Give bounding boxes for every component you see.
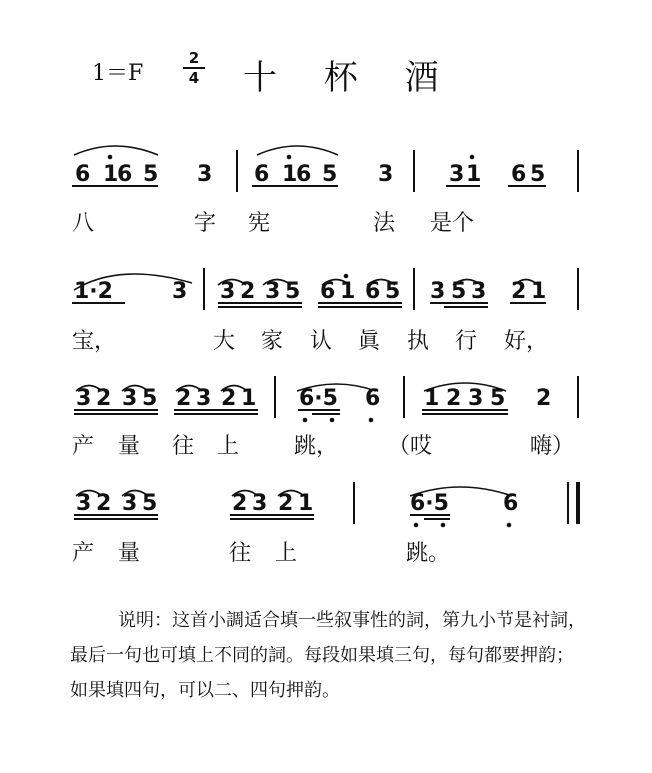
note: 6 bbox=[296, 162, 312, 187]
note: 5 bbox=[285, 279, 301, 304]
note: 1 bbox=[103, 162, 119, 187]
note: 3 bbox=[122, 386, 138, 411]
slur bbox=[74, 146, 158, 155]
note: 3 bbox=[468, 386, 484, 411]
note: 5 bbox=[143, 162, 159, 187]
note: 2 bbox=[240, 279, 256, 304]
note: 6 bbox=[503, 491, 519, 516]
note: 3 bbox=[220, 279, 236, 304]
lyric: 量 bbox=[118, 434, 141, 459]
note: 5 bbox=[530, 162, 546, 187]
note: 5 bbox=[322, 162, 338, 187]
note: 3 bbox=[196, 386, 212, 411]
note: 3 bbox=[252, 491, 268, 516]
note: 3 bbox=[378, 162, 394, 187]
note: 1 bbox=[531, 279, 547, 304]
lyric: 上 bbox=[217, 434, 240, 459]
lyric: 八 bbox=[72, 211, 95, 236]
octave-dot bbox=[369, 418, 374, 423]
octave-dot bbox=[414, 523, 419, 528]
note: 6 bbox=[511, 162, 527, 187]
note: 3 bbox=[172, 279, 188, 304]
octave-dot bbox=[344, 274, 349, 279]
note: 1·2 bbox=[74, 279, 113, 304]
note: 3 bbox=[122, 491, 138, 516]
lyric: 行 bbox=[455, 329, 478, 354]
octave-dot bbox=[470, 155, 475, 160]
note: 5 bbox=[142, 386, 158, 411]
note: 1 bbox=[282, 162, 298, 187]
octave-dot bbox=[303, 418, 308, 423]
note: 1 bbox=[466, 162, 482, 187]
note: 2 bbox=[511, 279, 527, 304]
note: 3 bbox=[430, 279, 446, 304]
octave-dot bbox=[441, 523, 446, 528]
note: 2 bbox=[176, 386, 192, 411]
note: 2 bbox=[96, 386, 112, 411]
note: 5 bbox=[451, 279, 467, 304]
note: 1 bbox=[340, 279, 356, 304]
song-title: 十 杯 酒 bbox=[243, 58, 457, 98]
note: 5 bbox=[385, 279, 401, 304]
slur bbox=[257, 146, 338, 155]
lyric: 上 bbox=[275, 541, 298, 566]
note: 2 bbox=[232, 491, 248, 516]
note: 3 bbox=[449, 162, 465, 187]
note: 3 bbox=[76, 386, 92, 411]
lyric: 跳， bbox=[294, 434, 339, 459]
note: 6 bbox=[75, 162, 91, 187]
lyric: 字 bbox=[194, 211, 217, 236]
octave-dot bbox=[507, 523, 512, 528]
note: 2 bbox=[446, 386, 462, 411]
note: 2 bbox=[536, 386, 552, 411]
note: 5 bbox=[490, 386, 506, 411]
explanatory-note: 说明：这首小調适合填一些叙事性的詞，第九小节是衬詞，最后一句也可填上不同的詞。每段如果填三句，每句都要押韵；如果填四句，可以二、四句押韵。 bbox=[70, 610, 586, 701]
note: 1 bbox=[424, 386, 440, 411]
lyric: 产 bbox=[72, 541, 95, 566]
octave-dot bbox=[108, 155, 113, 160]
note: 6 bbox=[365, 386, 381, 411]
note: 6·5 bbox=[299, 386, 338, 411]
time-denominator: 4 bbox=[188, 69, 200, 87]
note: 3 bbox=[197, 162, 213, 187]
lyric: 家 bbox=[261, 329, 284, 354]
lyric: 好， bbox=[504, 329, 549, 354]
lyric: （哎 bbox=[388, 434, 433, 459]
key-signature: 1＝F bbox=[92, 61, 144, 86]
lyric: 跳。 bbox=[406, 541, 451, 566]
note: 6·5 bbox=[410, 491, 449, 516]
note: 2 bbox=[221, 386, 237, 411]
octave-dot bbox=[287, 155, 292, 160]
lyric: 产 bbox=[72, 434, 95, 459]
note: 1 bbox=[241, 386, 257, 411]
note: 3 bbox=[471, 279, 487, 304]
lyric: 法 bbox=[373, 211, 396, 236]
note: 6 bbox=[365, 279, 381, 304]
lyric: 大 bbox=[213, 329, 236, 354]
note: 3 bbox=[76, 491, 92, 516]
note: 5 bbox=[142, 491, 158, 516]
note: 2 bbox=[96, 491, 112, 516]
lyric: 宝， bbox=[72, 329, 117, 354]
note: 6 bbox=[117, 162, 133, 187]
lyric: 量 bbox=[118, 541, 141, 566]
lyric: 嗨） bbox=[530, 434, 575, 459]
octave-dot bbox=[330, 418, 335, 423]
time-numerator: 2 bbox=[188, 49, 200, 67]
note: 6 bbox=[254, 162, 270, 187]
note: 6 bbox=[320, 279, 336, 304]
note: 1 bbox=[298, 491, 314, 516]
lyric: 眞 bbox=[358, 329, 381, 354]
lyric: 往 bbox=[172, 434, 195, 459]
note: 2 bbox=[278, 491, 294, 516]
lyric: 认 bbox=[310, 329, 333, 354]
lyric: 宪 bbox=[248, 211, 271, 236]
lyric: 是个 bbox=[430, 211, 475, 236]
note: 3 bbox=[265, 279, 281, 304]
lyric: 执 bbox=[407, 329, 430, 354]
lyric: 往 bbox=[229, 541, 252, 566]
